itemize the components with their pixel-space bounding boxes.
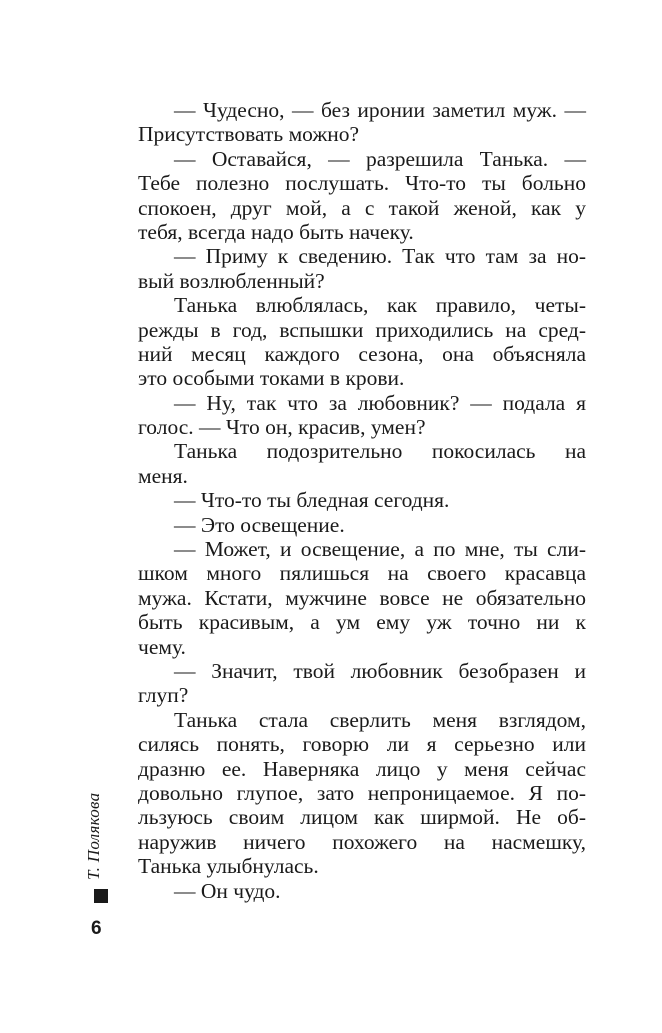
body-text: [138, 98, 586, 903]
text-line: ний месяц каждого сезона, она объясняла: [138, 341, 586, 366]
text-line: — Ну, так что за любовник? — подала я: [174, 390, 586, 415]
text-line: — Что-то ты бледная сегодня.: [174, 488, 450, 513]
page-number: 6: [91, 918, 102, 939]
text-line: меня.: [138, 463, 188, 488]
text-line: Танька стала сверлить меня взглядом,: [174, 707, 586, 732]
text-line: режды в год, вспышки приходились на сред-: [138, 317, 586, 342]
text-line: голос. — Что он, красив, умен?: [138, 415, 426, 440]
running-head-author: Т. Полякова: [84, 792, 103, 880]
text-line: — Это освещение.: [174, 512, 345, 537]
text-line: — Может, и освещение, а по мне, ты сли-: [174, 537, 586, 562]
text-line: мужа. Кстати, мужчине вовсе не обязательно: [138, 585, 586, 610]
text-line: — Чудесно, — без иронии заметил муж. —: [174, 98, 586, 122]
text-line: глуп?: [138, 683, 189, 708]
text-line: шком много пялишься на своего красавца: [138, 561, 586, 586]
text-line: — Оставайся, — разрешила Танька. —: [174, 146, 586, 171]
text-line: силясь понять, говорю ли я серьезно или: [138, 732, 586, 757]
text-line: Присутствовать можно?: [138, 122, 360, 147]
text-line: Танька улыбнулась.: [138, 854, 319, 879]
text-line: быть красивым, а ум ему уж точно ни к: [138, 610, 586, 635]
text-line: это особыми токами в крови.: [138, 366, 405, 391]
text-line: — Он чудо.: [174, 878, 281, 903]
running-head-square-icon: [94, 889, 108, 903]
text-line: Танька подозрительно покосилась на: [174, 439, 586, 464]
text-line: чему.: [138, 634, 186, 659]
text-line: Тебе полезно послушать. Что-то ты больно: [138, 171, 586, 196]
text-line: дразню ее. Наверняка лицо у меня сейчас: [138, 756, 586, 781]
text-line: тебя, всегда надо быть начеку.: [138, 219, 414, 244]
text-line: вый возлюбленный?: [138, 268, 325, 293]
text-line: довольно глупое, зато непроницаемое. Я по-: [138, 780, 586, 805]
text-line: льзуюсь своим лицом как ширмой. Не об-: [138, 805, 586, 830]
text-line: спокоен, друг мой, а с такой женой, как у: [138, 195, 586, 220]
text-line: — Приму к сведению. Так что там за но-: [174, 244, 586, 269]
text-line: наружив ничего похожего на насмешку,: [138, 829, 586, 854]
text-line: Танька влюблялась, как правило, четы-: [174, 293, 586, 318]
text-line: — Значит, твой любовник безобразен и: [174, 658, 586, 683]
